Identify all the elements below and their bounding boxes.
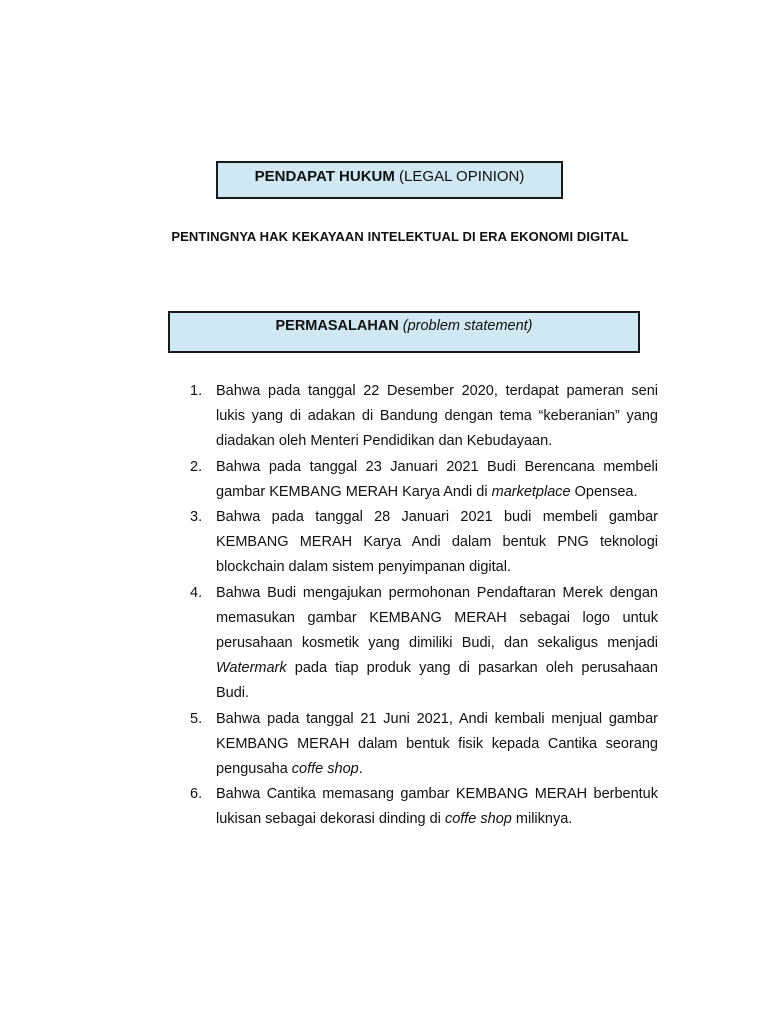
item-text: Opensea. <box>570 483 638 500</box>
item-text: Bahwa Budi mengajukan permohonan Pendaftaran Merek dengan memasukan gambar KEMBANG MERAH sebagai logo untuk perusahaan kosmetik yang dimiliki Budi, dan sekaligus menjadi <box>216 584 658 652</box>
problem-heading-bold: PERMASALAHAN <box>275 318 399 334</box>
item-text: pada tiap produk yang di pasarkan oleh perusahaan Budi. <box>216 660 658 702</box>
list-item <box>190 455 658 505</box>
item-text-italic: Watermark <box>216 660 287 677</box>
item-text: Bahwa pada tanggal 28 Januari 2021 budi membeli gambar KEMBANG MERAH Karya Andi dalam bentuk PNG teknologi blockchain dalam sistem penyimpanan digital. <box>216 509 658 576</box>
list-item <box>190 707 658 783</box>
title-bold: PENDAPAT HUKUM <box>254 168 395 185</box>
problem-statement-box <box>168 311 640 353</box>
item-text-italic: coffe shop <box>444 811 512 828</box>
item-number: 1. <box>190 383 203 399</box>
item-text: Bahwa pada tanggal 22 Desember 2020, terdapat pameran seni lukis yang di adakan di Bandung dengan tema “keberanian” yang diadakan oleh Menteri Pendidikan dan Kebudayaan. <box>216 383 658 450</box>
item-text: miliknya. <box>511 811 573 828</box>
list-item <box>190 581 658 707</box>
item-number: 4. <box>190 584 203 601</box>
item-text-italic: coffe shop <box>291 761 359 778</box>
document-subtitle: PENTINGNYA HAK KEKAYAAN INTELEKTUAL DI ERA EKONOMI DIGITAL <box>171 229 629 244</box>
item-text: Bahwa pada tanggal 23 Januari 2021 Budi Berencana membeli gambar KEMBANG MERAH Karya Andi di <box>216 458 658 500</box>
item-text: Bahwa Cantika memasang gambar KEMBANG MERAH berbentuk lukisan sebagai dekorasi dinding di <box>216 786 658 828</box>
legal-opinion-title-box <box>216 161 563 199</box>
list-item <box>190 505 658 581</box>
item-text-italic: marketplace <box>491 483 571 500</box>
facts-list <box>190 379 658 833</box>
list-item <box>190 379 658 455</box>
item-number: 6. <box>190 786 203 803</box>
item-text: Bahwa pada tanggal 21 Juni 2021, Andi kembali menjual gambar KEMBANG MERAH dalam bentuk fisik kepada Cantika seorang pengusaha <box>216 710 658 778</box>
list-item <box>190 782 658 832</box>
item-number: 5. <box>190 710 203 727</box>
item-number: 3. <box>190 509 203 526</box>
item-text: . <box>358 761 363 778</box>
item-number: 2. <box>190 458 203 475</box>
problem-heading-italic: (problem statement) <box>398 318 533 334</box>
title-rest: (LEGAL OPINION) <box>394 168 525 185</box>
